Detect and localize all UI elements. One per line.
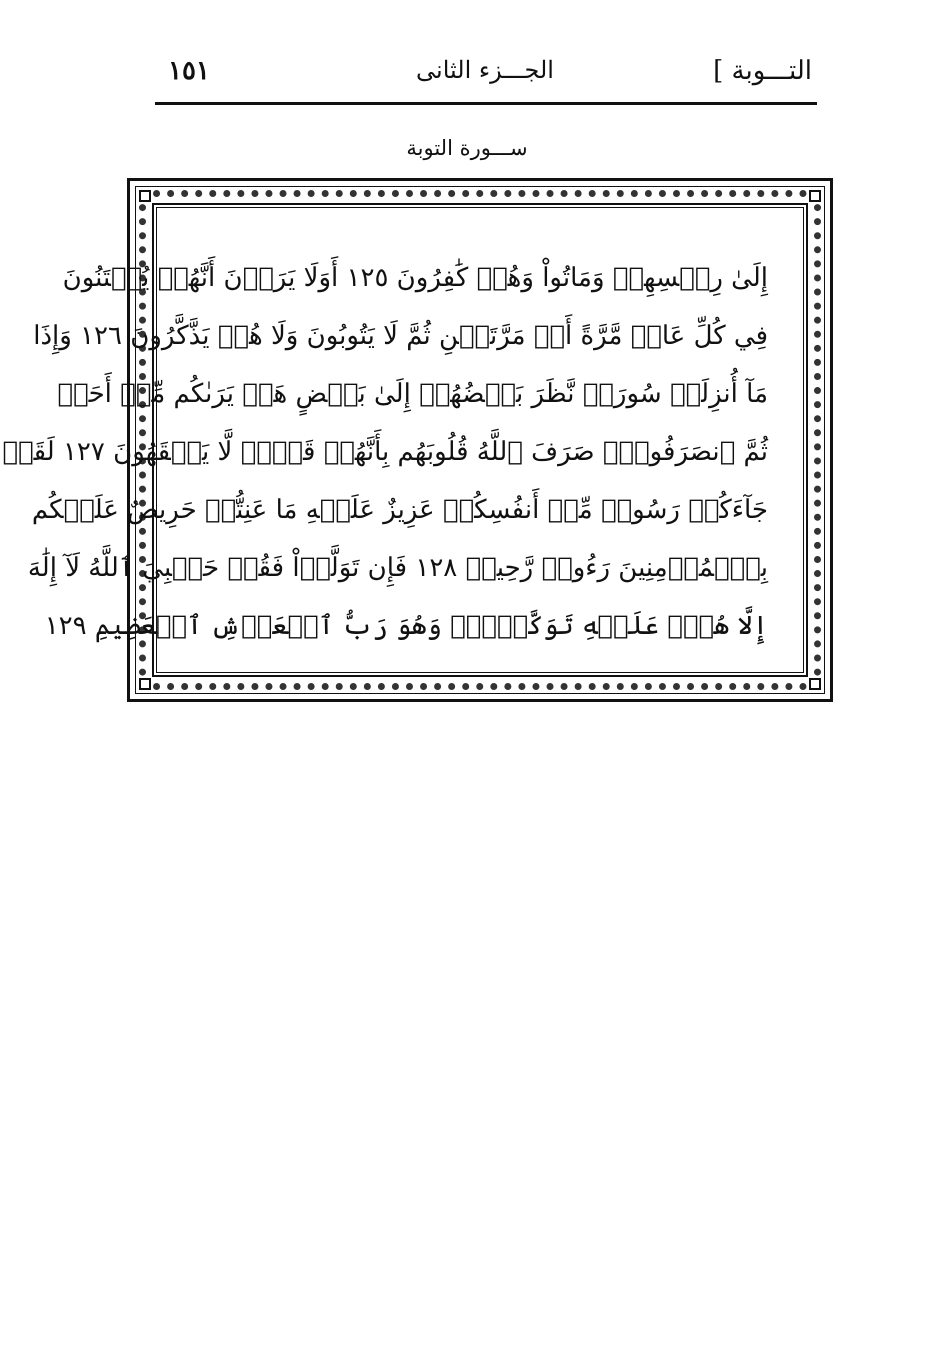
frame-corner-ornament: [139, 678, 151, 690]
verse-line: بِٱلۡمُؤۡمِنِينَ رَءُوفٞ رَّحِيمٞ ١٢٨ فَإِن تَوَلَّوۡاْ فَقُلۡ حَسۡبِيَ ٱللَّهُ لَآ إِلَٰهَ: [27, 553, 768, 583]
verse-text-block: [2, 249, 768, 655]
ornamental-frame: [2, 178, 833, 702]
verse-line: إِلَىٰ رِجۡسِهِمۡ وَمَاتُواْ وَهُمۡ كَٰفِرُونَ ١٢٥ أَوَلَا يَرَوۡنَ أَنَّهُمۡ يُفۡتَنُونَ: [62, 263, 768, 293]
verse-line: مَآ أُنزِلَتۡ سُورَةٞ نَّظَرَ بَعۡضُهُمۡ إِلَىٰ بَعۡضٍ هَلۡ يَرَىٰكُم مِّنۡ أَحَدٖ: [57, 379, 768, 409]
header-surah-name: التـــوبة ]: [713, 56, 812, 86]
verse-line: فِي كُلِّ عَامٖ مَّرَّةً أَوۡ مَرَّتَيۡنِ ثُمَّ لَا يَتُوبُونَ وَلَا هُمۡ يَذَّكَّرُونَ ١٢٦ وَإِذَا: [33, 321, 768, 351]
frame-corner-ornament: [809, 190, 821, 202]
page-number: ١٥١: [168, 56, 210, 86]
verse-line: ثُمَّ ٱنصَرَفُواْۚ صَرَفَ ٱللَّهُ قُلُوبَهُم بِأَنَّهُمۡ قَوۡمٞ لَّا يَفۡقَهُونَ ١٢٧ لَقَدۡ: [2, 437, 768, 467]
surah-title: ســـورة التوبة: [406, 136, 528, 160]
running-header: [150, 52, 820, 102]
header-rule: [155, 102, 817, 105]
frame-corner-ornament: [809, 678, 821, 690]
verse-line: إِلَّا هُوَۖ عَلَيۡهِ تَوَكَّلۡتُۖ وَهُوَ رَبُّ ٱلۡعَرۡشِ ٱلۡعَظِيمِ ١٢٩: [44, 611, 768, 641]
frame-corner-ornament: [139, 190, 151, 202]
verse-line: جَآءَكُمۡ رَسُولٞ مِّنۡ أَنفُسِكُمۡ عَزِيزٌ عَلَيۡهِ مَا عَنِتُّمۡ حَرِيصٌ عَلَيۡكُم: [31, 495, 768, 525]
header-juz: الجـــزء الثانى: [416, 56, 554, 84]
